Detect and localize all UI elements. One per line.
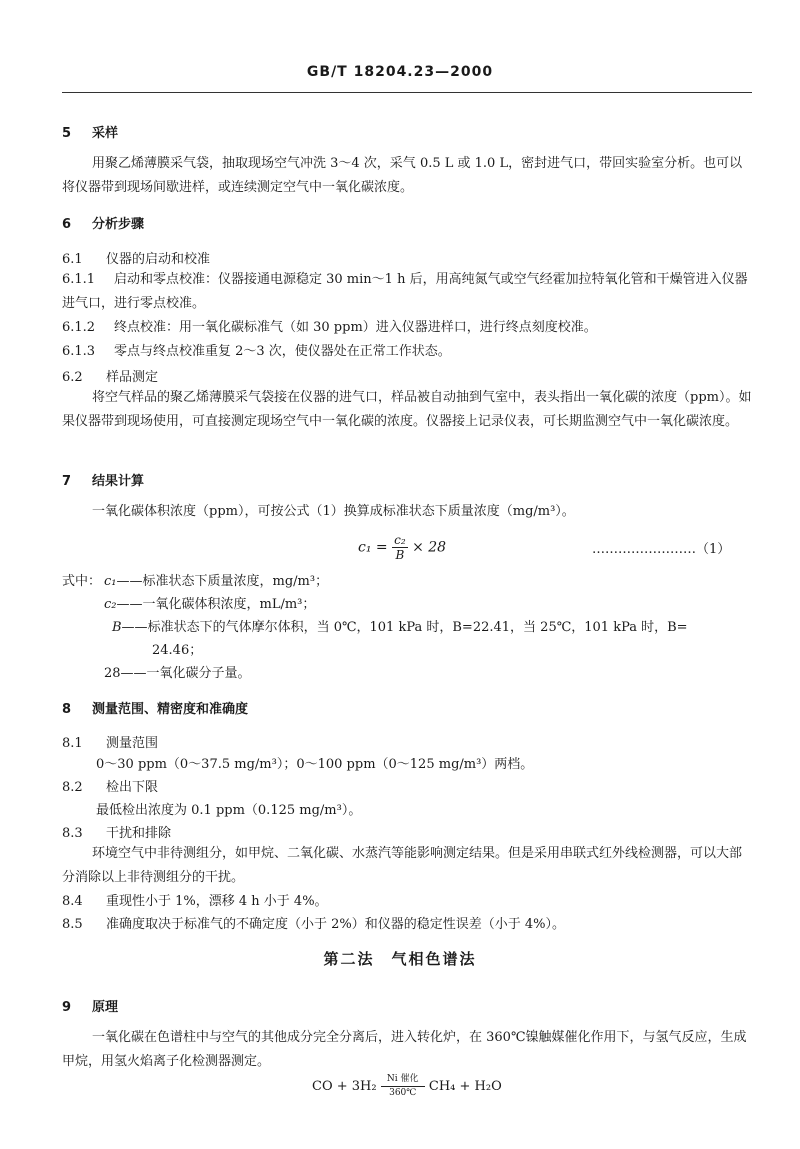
subsection-number: 6.1.3 [62, 344, 96, 359]
subsection-8-4 [62, 890, 328, 909]
section-9-heading [62, 996, 118, 1015]
reaction-equation [312, 1074, 502, 1099]
header-rule [62, 92, 752, 93]
section-number: 9 [62, 1000, 72, 1015]
section-number: 5 [62, 126, 72, 141]
arrow-temperature: 360℃ [389, 1088, 417, 1098]
reaction-reactants: CO + 3H₂ [312, 1079, 377, 1094]
reaction-products: CH₄ + H₂O [428, 1079, 502, 1094]
arrow-bar [381, 1086, 425, 1087]
variable-28 [104, 662, 251, 681]
variable-symbol: c₂—— [104, 597, 143, 612]
subsection-title: 干扰和排除 [106, 826, 172, 841]
fraction-numerator: c₂ [394, 533, 406, 547]
variable-desc: 标准状态下质量浓度，mg/m³； [142, 574, 329, 589]
subsection-8-1-text: 0～30 ppm（0～37.5 mg/m³）；0～100 ppm（0～125 mg/m³）两档。 [96, 757, 534, 772]
section-5-paragraph: 用聚乙烯薄膜采气袋，抽取现场空气冲洗 3～4 次，采气 0.5 L 或 1.0 L，密封进气口，带回实验室分析。也可以将仪器带到现场间歇进样，或连续测定空气中一氧化碳浓度。 [62, 156, 743, 195]
variable-c2 [104, 593, 315, 612]
subsection-text: 重现性小于 1%，漂移 4 h 小于 4%。 [106, 894, 328, 909]
subsection-number: 8.2 [62, 780, 83, 795]
subsection-6-1-2 [62, 316, 752, 340]
equation-number: ……………………（1） [592, 542, 731, 557]
formula-1 [358, 533, 446, 562]
subsection-title: 检出下限 [106, 780, 159, 795]
subsection-title: 仪器的启动和校准 [106, 252, 211, 267]
section-5-heading [62, 122, 118, 141]
subsection-8-2 [62, 776, 158, 795]
subsection-number: 6.1 [62, 252, 83, 267]
variable-desc: 一氧化碳体积浓度，mL/m³； [142, 597, 316, 612]
where-label: 式中： [62, 574, 102, 589]
formula-fraction [392, 533, 408, 562]
subsection-8-3 [62, 822, 171, 841]
subsection-number: 6.2 [62, 370, 83, 385]
formula-rhs: × 28 [412, 539, 447, 556]
subsection-8-5 [62, 913, 565, 932]
variable-symbol: c₁—— [104, 574, 143, 589]
section-8-heading [62, 698, 248, 717]
arrow-catalyst: Ni 催化 [386, 1074, 419, 1084]
subsection-6-1 [62, 248, 210, 267]
subsection-number: 8.3 [62, 826, 83, 841]
section-number: 7 [62, 474, 72, 489]
subsection-8-2-text: 最低检出浓度为 0.1 ppm（0.125 mg/m³）。 [96, 803, 362, 818]
subsection-text: 启动和零点校准：仪器接通电源稳定 30 min～1 h 后，用高纯氮气或空气经霍加拉特氧化管和干燥管进入仪器进气口，进行零点校准。 [62, 272, 748, 311]
section-title: 测量范围、精密度和准确度 [92, 702, 249, 717]
subsection-title: 样品测定 [106, 370, 159, 385]
section-9-paragraph: 一氧化碳在色谱柱中与空气的其他成分完全分离后，进入转化炉，在 360℃镍触媒催化作用下，与氢气反应，生成甲烷，用氢火焰离子化检测器测定。 [62, 1030, 747, 1069]
subsection-number: 8.1 [62, 736, 83, 751]
section-title: 原理 [92, 1000, 119, 1015]
section-title: 结果计算 [92, 474, 145, 489]
subsection-title: 测量范围 [106, 736, 159, 751]
subsection-text: 终点校准：用一氧化碳标准气（如 30 ppm）进入仪器进样口，进行终点刻度校准。 [114, 320, 597, 335]
variable-symbol: B—— [112, 620, 148, 635]
section-number: 6 [62, 217, 72, 232]
section-title: 采样 [92, 126, 119, 141]
subsection-6-1-3 [62, 340, 752, 364]
subsection-text: 零点与终点校准重复 2～3 次，使仪器处在正常工作状态。 [114, 344, 451, 359]
section-6-heading [62, 213, 144, 232]
variable-desc: 标准状态下的气体摩尔体积，当 0℃，101 kPa 时，B=22.41，当 25℃，101 kPa 时，B= [147, 620, 688, 635]
fraction-denominator: B [395, 548, 405, 562]
variable-symbol: 28—— [104, 666, 147, 681]
variable-b-cont: 24.46； [152, 643, 203, 658]
subsection-number: 6.1.1 [62, 272, 96, 287]
variable-b [112, 616, 688, 635]
standard-code-header: GB/T 18204.23—2000 [306, 64, 494, 80]
section-title: 分析步骤 [92, 217, 145, 232]
section-7-heading [62, 470, 144, 489]
formula-lhs: c₁ = [358, 539, 388, 556]
subsection-8-1 [62, 732, 158, 751]
reaction-arrow [381, 1074, 425, 1099]
subsection-number: 8.4 [62, 894, 83, 909]
subsection-number: 8.5 [62, 917, 83, 932]
method-2-title: 第二法 气相色谱法 [323, 950, 477, 968]
subsection-number: 6.1.2 [62, 320, 96, 335]
subsection-6-2-text: 将空气样品的聚乙烯薄膜采气袋接在仪器的进气口，样品被自动抽到气室中，表头指出一氧化碳的浓度（ppm）。如果仪器带到现场使用，可直接测定现场空气中一氧化碳的浓度。仪器接上记录仪表，可长期监测空气中一氧化碳浓度。 [62, 390, 752, 429]
subsection-6-1-1 [62, 268, 752, 316]
subsection-8-3-text: 环境空气中非待测组分，如甲烷、二氧化碳、水蒸汽等能影响测定结果。但是采用串联式红外线检测器，可以大部分消除以上非待测组分的干扰。 [62, 846, 743, 885]
variable-desc: 一氧化碳分子量。 [146, 666, 251, 681]
section-7-intro: 一氧化碳体积浓度（ppm），可按公式（1）换算成标准状态下质量浓度（mg/m³）。 [92, 504, 575, 519]
section-number: 8 [62, 702, 72, 717]
subsection-6-2 [62, 366, 158, 385]
variable-c1 [104, 570, 328, 589]
subsection-text: 准确度取决于标准气的不确定度（小于 2%）和仪器的稳定性误差（小于 4%）。 [106, 917, 566, 932]
